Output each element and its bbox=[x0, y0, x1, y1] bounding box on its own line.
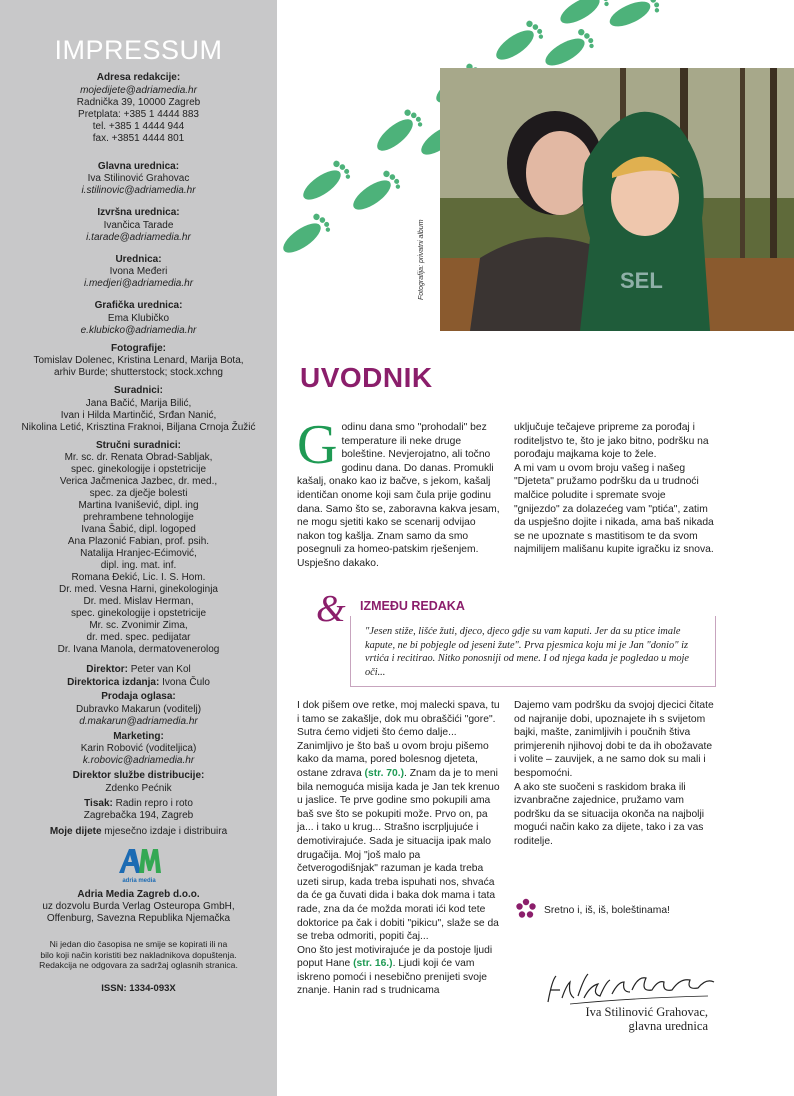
frequency-magazine: Moje dijete bbox=[49, 826, 102, 837]
photos-line2: arhiv Burde; shutterstock; stock.xchng bbox=[54, 367, 223, 378]
associates-line2: Ivan i Hilda Martinčić, Srđan Nanić, bbox=[60, 409, 217, 421]
col2-paragraph-1: uključuje tečajeve pripreme za porođaj i roditeljstvo te, što je jako bitno, podršku na porođaju majkama koje to žele. bbox=[514, 422, 709, 461]
print-row bbox=[0, 798, 277, 811]
col4-paragraph-2: A ako ste suočeni s raskidom braka ili izvanbračne zajednice, pružamo vam podršku da se situacija okonča na najbolji mogući način kako za dijete, tako i za vas roditelje. bbox=[514, 781, 705, 847]
publishing-director-value: Ivona Čulo bbox=[162, 676, 210, 688]
experts-line: Dr. med. Mislav Herman, bbox=[83, 596, 194, 607]
photos-line1: Tomislav Dolenec, Kristina Lenard, Marija Bota, bbox=[33, 355, 244, 366]
experts-line: spec. za dječje bolesti bbox=[89, 488, 188, 499]
experts-line: Natalija Hranjec-Ećimović, bbox=[80, 548, 197, 559]
frequency-row bbox=[0, 826, 277, 839]
col1-paragraph: odinu dana smo "prohodali" bez temperature ili neke druge boleštine. Nevjerojatno, ali točno godinu dana. Do danas. Promukli kašalj, onako kao iz bačve, s jekom, kašalj identičan onome koji sam čula prije godinu dana. Samo što se, zaboravna kakva jesam, ne mogu sjetiti kako se scenarij odvijao nakon tog kašlja. Znam samo da smo posegnuli za homeo-patskim rješenjem. Uspješno dakako. bbox=[297, 422, 500, 569]
marketing-name: Karin Robović (voditeljica) bbox=[80, 743, 197, 754]
editor-block bbox=[0, 254, 277, 291]
graphic-editor-name: Ema Klubičko bbox=[107, 312, 170, 324]
col4-paragraph-1: Dajemo vam podršku da svojoj djecici čitate od najranije dobi, upoznajete ih s svijetom bajki, mašte, zanimljivih i poučnih štiva primjerenih njihovoj dobi te da ih obožavate i volite – zauvijek, a ne samo dok su mali i bespomoćni. bbox=[514, 700, 714, 779]
print-value: Radin repro i roto bbox=[115, 797, 193, 809]
editor-in-chief-block bbox=[0, 161, 277, 198]
graphic-editor-email: e.klubicko@adriamedia.hr bbox=[80, 324, 197, 336]
signature-name: Iva Stilinović Grahovac, bbox=[585, 1005, 708, 1019]
director-row bbox=[0, 664, 277, 677]
photos-block bbox=[0, 343, 277, 380]
executive-editor-email: i.tarade@adriamedia.hr bbox=[86, 231, 191, 243]
editor-in-chief-name: Iva Stilinović Grahovac bbox=[87, 173, 190, 184]
article-headline: UVODNIK bbox=[300, 362, 433, 393]
address-fax: fax. +3851 4444 801 bbox=[92, 132, 185, 144]
quote-text: "Jesen stiže, lišće žuti, djeco, djeco gdje su vam kaputi. Jer da su ptice imale kapute, ne bi pobjegle od jeseni žute". Prva pjesmica koju mi je Jan "donio" iz vrtića i recitirao. Nitko ponosniji od mene. I od njega kada je pogledao u moje oči... bbox=[365, 626, 689, 678]
col3-paragraph-2 bbox=[297, 944, 502, 998]
executive-editor-block bbox=[0, 207, 277, 244]
address-street: Radnička 39, 10000 Zagreb bbox=[76, 96, 201, 108]
article-column-2 bbox=[514, 421, 714, 557]
experts-line: dr. med. spec. pedijatar bbox=[86, 632, 191, 643]
photo-credit: Fotografija: privatni album bbox=[418, 219, 425, 300]
publisher-line1: uz dozvolu Burda Verlag Osteuropa GmbH, bbox=[42, 901, 235, 912]
article-column-4 bbox=[514, 699, 714, 849]
col3-paragraph-1 bbox=[297, 699, 502, 944]
page-reference: (str. 16.) bbox=[353, 958, 393, 970]
address-subscription: Pretplata: +385 1 4444 883 bbox=[78, 108, 199, 120]
page-reference: (str. 70.) bbox=[364, 767, 405, 779]
impressum-title: IMPRESSUM bbox=[54, 35, 223, 65]
col2-paragraph-2: A mi vam u ovom broju vašeg i našeg "Djeteta" pružamo podršku da u trudnoći malčice poludite i spremate svoje "gnijezdo" za dolazećeg vam "ptića", zatim da uspješno dojite i nikada, ama baš nikada se ne upoznate s mastitisom te da svom najmilijem mališanu kupite igračku iz snova. bbox=[514, 462, 714, 556]
marketing-email: k.robovic@adriamedia.hr bbox=[82, 755, 195, 766]
legal-line2: bilo koji način koristiti bez nakladnikova dopuštenja. bbox=[40, 949, 237, 960]
issn: ISSN: 1334-093X bbox=[101, 982, 176, 994]
experts-line: Romana Đekić, Lic. I. S. Hom. bbox=[71, 572, 206, 583]
editor-in-chief-heading: Glavna urednica: bbox=[97, 160, 180, 172]
executive-editor-heading: Izvršna urednica: bbox=[97, 207, 180, 218]
col3-text: Ono što jest motivirajuće je da postoje ljudi poput Hane bbox=[297, 944, 493, 970]
frequency-text: mjesečno izdaje i distribuira bbox=[101, 826, 228, 837]
address-tel: tel. +385 1 4444 944 bbox=[92, 120, 185, 132]
experts-line: Dr. Ivana Manola, dermatovenerolog bbox=[57, 644, 220, 655]
photo-shirt-print: SEL bbox=[620, 268, 663, 293]
director-label: Direktor: bbox=[86, 664, 128, 675]
experts-line: dipl. ing. mat. inf. bbox=[100, 560, 177, 571]
director-value: Peter van Kol bbox=[130, 664, 191, 675]
address-heading: Adresa redakcije: bbox=[96, 72, 181, 83]
editor-email: i.medjeri@adriamedia.hr bbox=[83, 278, 194, 289]
quote-heading: IZMEĐU REDAKA bbox=[360, 599, 465, 613]
experts-line: Ana Plazonić Fabian, prof. psih. bbox=[67, 536, 210, 547]
distribution-name: Zdenko Pećnik bbox=[105, 782, 172, 794]
address-email: mojedijete@adriamedia.hr bbox=[80, 84, 197, 96]
address-block bbox=[0, 72, 277, 145]
signature-block bbox=[540, 1005, 708, 1033]
experts-line: Mr. sc. dr. Renata Obrad-Sabljak, bbox=[64, 452, 213, 463]
graphic-editor-heading: Grafička urednica: bbox=[94, 300, 183, 311]
col3-text: I dok pišem ove retke, moj malecki spava, tu i tamo se zakašlje, dok mu obraščići "gore". Sutra ćemo vidjeti što ćemo dalje... Zanimljivo je što baš u ovom broju pišemo kako da mama, pored bolesnog djeteta, ostane zdrava bbox=[297, 700, 500, 779]
experts-line: Dr. med. Vesna Harni, ginekologinja bbox=[59, 584, 218, 595]
publishing-director-row bbox=[0, 677, 277, 690]
col3-text: . Ljudi koji će vam iskreno pomoći i nesebično prenijeti svoje znanje. Hanin rad s trudnicama bbox=[297, 958, 488, 997]
flower-icon bbox=[515, 898, 537, 920]
experts-line: prehrambene tehnologije bbox=[83, 512, 194, 523]
drop-cap: G bbox=[297, 414, 338, 476]
closing-line: Sretno i, iš, iš, boleštinama! bbox=[544, 905, 670, 916]
associates-block bbox=[0, 385, 277, 434]
print-address: Zagrebačka 194, Zagreb bbox=[83, 810, 194, 821]
experts-heading: Stručni suradnici: bbox=[95, 439, 181, 451]
quote-box bbox=[350, 616, 716, 687]
legal-line3: Redakcija ne odgovara za sadržaj oglasnih stranica. bbox=[39, 960, 238, 970]
signature-role: glavna urednica bbox=[628, 1019, 708, 1033]
experts-line: Verica Jačmenica Jazbec, dr. med., bbox=[59, 476, 218, 487]
publishing-director-label: Direktorica izdanja: bbox=[67, 676, 160, 688]
col3-text: . Znam da je to meni bila nemoguća misija kada je Jan tek krenuo u jaslice. Te prve godine smo pokupili ama baš sve što se pokupiti može. Prvo on, pa ja... i tako u krug... Strašno iscrpljujuće i demotivirajuće. Sada je situacija ipak malo drugačija. Moj "još malo pa četverogodišnjak" razuman je kada treba uzeti sirup, kada treba ispuhati nos, shvaća da će ga čuvati dida i baka dok mama i tata rade, zna da će možda morati ići kod tete doktorice pa čak i dobiti "pikicu", slaže se da se treba odmoriti, popiti čaj... bbox=[297, 767, 500, 943]
legal-line1: Ni jedan dio časopisa ne smije se kopirati ili na bbox=[49, 939, 228, 949]
ad-sales-email: d.makarun@adriamedia.hr bbox=[79, 715, 198, 727]
ad-sales-heading: Prodaja oglasa: bbox=[101, 691, 176, 702]
marketing-block bbox=[0, 731, 277, 768]
editor-in-chief-email: i.stilinovic@adriamedia.hr bbox=[81, 185, 196, 196]
editor-heading: Urednica: bbox=[115, 253, 162, 265]
photos-heading: Fotografije: bbox=[111, 342, 166, 354]
associates-heading: Suradnici: bbox=[114, 385, 163, 396]
associates-line3: Nikolina Letić, Krisztina Fraknoi, Biljana Crnoja Žužić bbox=[21, 421, 256, 433]
impressum-sidebar bbox=[0, 0, 277, 1096]
ad-sales-block bbox=[0, 691, 277, 728]
graphic-editor-block bbox=[0, 300, 277, 337]
mother-child-photo bbox=[440, 68, 794, 331]
article-column-3 bbox=[297, 699, 502, 998]
experts-line: Ivana Šabić, dipl. logoped bbox=[81, 524, 196, 535]
handwritten-signature bbox=[540, 968, 720, 1010]
ampersand-icon: & bbox=[316, 588, 346, 630]
ad-sales-name: Dubravko Makarun (voditelj) bbox=[75, 703, 202, 715]
experts-line: spec. ginekologije i opstetricije bbox=[70, 464, 207, 475]
publisher-name: Adria Media Zagreb d.o.o. bbox=[77, 888, 200, 900]
distribution-block bbox=[0, 770, 277, 795]
distribution-heading: Direktor službe distribucije: bbox=[72, 770, 205, 781]
logo-text: adria media bbox=[121, 877, 156, 884]
associates-line1: Jana Bačić, Marija Bilić, bbox=[85, 397, 192, 409]
print-label: Tisak: bbox=[84, 797, 113, 809]
publisher-line2: Offenburg, Savezna Republika Njemačka bbox=[46, 913, 231, 924]
experts-line: Martina Ivanišević, dipl. ing bbox=[78, 500, 199, 511]
executive-editor-name: Ivančica Tarade bbox=[103, 219, 174, 231]
experts-line: spec. ginekologije i opstetricije bbox=[70, 608, 207, 619]
editor-name: Ivona Međeri bbox=[109, 266, 168, 277]
experts-block bbox=[0, 440, 277, 657]
experts-line: Mr. sc. Zvonimir Zima, bbox=[89, 620, 188, 631]
article-column-1 bbox=[297, 414, 502, 571]
marketing-heading: Marketing: bbox=[113, 730, 164, 742]
adria-media-logo bbox=[115, 845, 163, 885]
legal-notice bbox=[0, 939, 277, 971]
